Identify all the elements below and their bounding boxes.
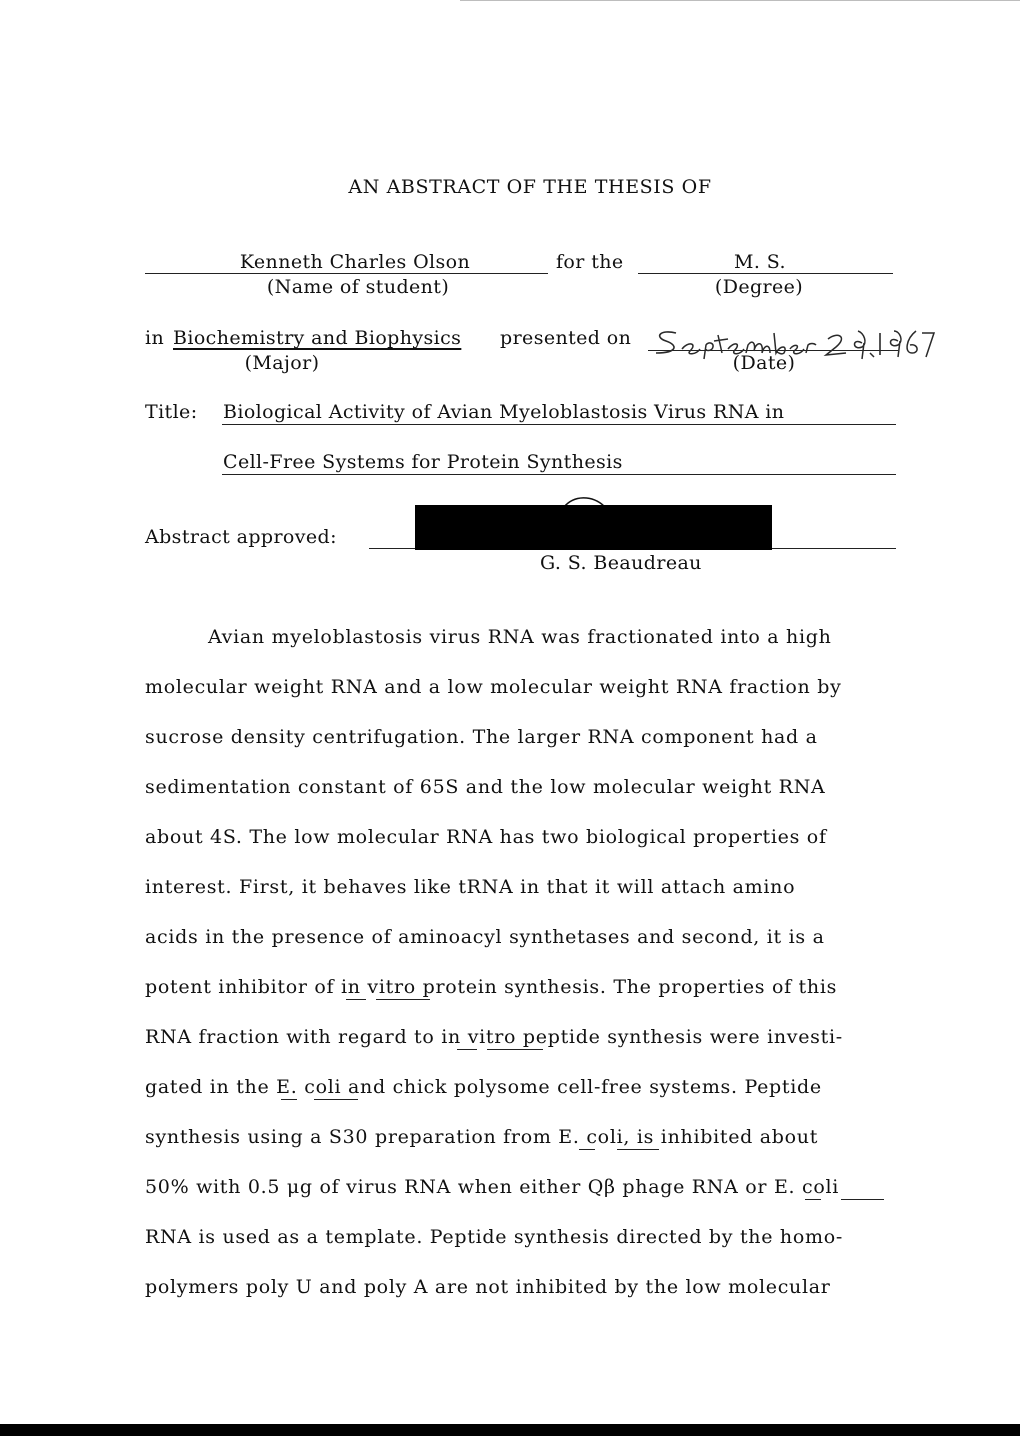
major-prefix: in	[145, 327, 165, 349]
abstract-line: sucrose density centrifugation. The larger RNA component had a	[145, 726, 818, 748]
for-the-text: for the	[556, 251, 624, 273]
abstract-line: RNA is used as a template. Peptide synthesis directed by the homo-	[145, 1226, 843, 1248]
abstract-line: RNA fraction with regard to in vitro peptide synthesis were investi-	[145, 1026, 843, 1048]
underline-vitro	[487, 1049, 543, 1050]
abstract-line: 50% with 0.5 μg of virus RNA when either Qβ phage RNA or E. coli	[145, 1176, 840, 1198]
abstract-line: synthesis using a S30 preparation from E. coli, is inhibited about	[145, 1126, 819, 1148]
title-line-1-rule	[222, 424, 896, 425]
underline-e	[805, 1199, 821, 1200]
underline-in	[457, 1049, 477, 1050]
underline-coli	[314, 1099, 358, 1100]
abstract-line: acids in the presence of aminoacyl synthetases and second, it is a	[145, 926, 825, 948]
underline-e	[579, 1149, 595, 1150]
degree-value: M. S.	[734, 251, 786, 273]
title-line-1: Biological Activity of Avian Myeloblastosis Virus RNA in	[223, 401, 785, 423]
abstract-line: molecular weight RNA and a low molecular weight RNA fraction by	[145, 676, 842, 698]
student-name-rule	[145, 273, 548, 274]
abstract-line: about 4S. The low molecular RNA has two biological properties of	[145, 826, 827, 848]
underline-e	[281, 1099, 297, 1100]
scan-top-edge	[460, 0, 1020, 1]
abstract-line: polymers poly U and poly A are not inhibited by the low molecular	[145, 1276, 831, 1298]
approval-label: Abstract approved:	[145, 526, 337, 548]
major-label: (Major)	[244, 352, 320, 374]
major-value: Biochemistry and Biophysics	[173, 327, 462, 349]
redacted-signature	[415, 505, 772, 550]
approver-name: G. S. Beaudreau	[540, 552, 702, 574]
abstract-line: gated in the E. coli and chick polysome cell-free systems. Peptide	[145, 1076, 822, 1098]
title-line-2: Cell-Free Systems for Protein Synthesis	[223, 451, 623, 473]
underline-vitro	[376, 999, 430, 1000]
abstract-line: potent inhibitor of in vitro protein synthesis. The properties of this	[145, 976, 838, 998]
student-name-label: (Name of student)	[266, 276, 450, 298]
abstract-line: sedimentation constant of 65S and the low molecular weight RNA	[145, 776, 826, 798]
degree-rule	[638, 273, 893, 274]
abstract-line: Avian myeloblastosis virus RNA was fractionated into a high	[208, 626, 832, 648]
underline-coli	[617, 1149, 659, 1150]
underline-coli	[841, 1199, 884, 1200]
title-label: Title:	[145, 401, 198, 423]
presented-on-text: presented on	[500, 327, 632, 349]
student-name: Kenneth Charles Olson	[239, 251, 471, 273]
degree-label: (Degree)	[714, 276, 804, 298]
date-label: (Date)	[732, 352, 796, 374]
underline-in	[346, 999, 366, 1000]
abstract-line: interest. First, it behaves like tRNA in that it will attach amino	[145, 876, 796, 898]
page-heading: AN ABSTRACT OF THE THESIS OF	[348, 176, 712, 198]
scan-bottom-edge	[0, 1424, 1020, 1436]
title-line-2-rule	[222, 474, 896, 475]
